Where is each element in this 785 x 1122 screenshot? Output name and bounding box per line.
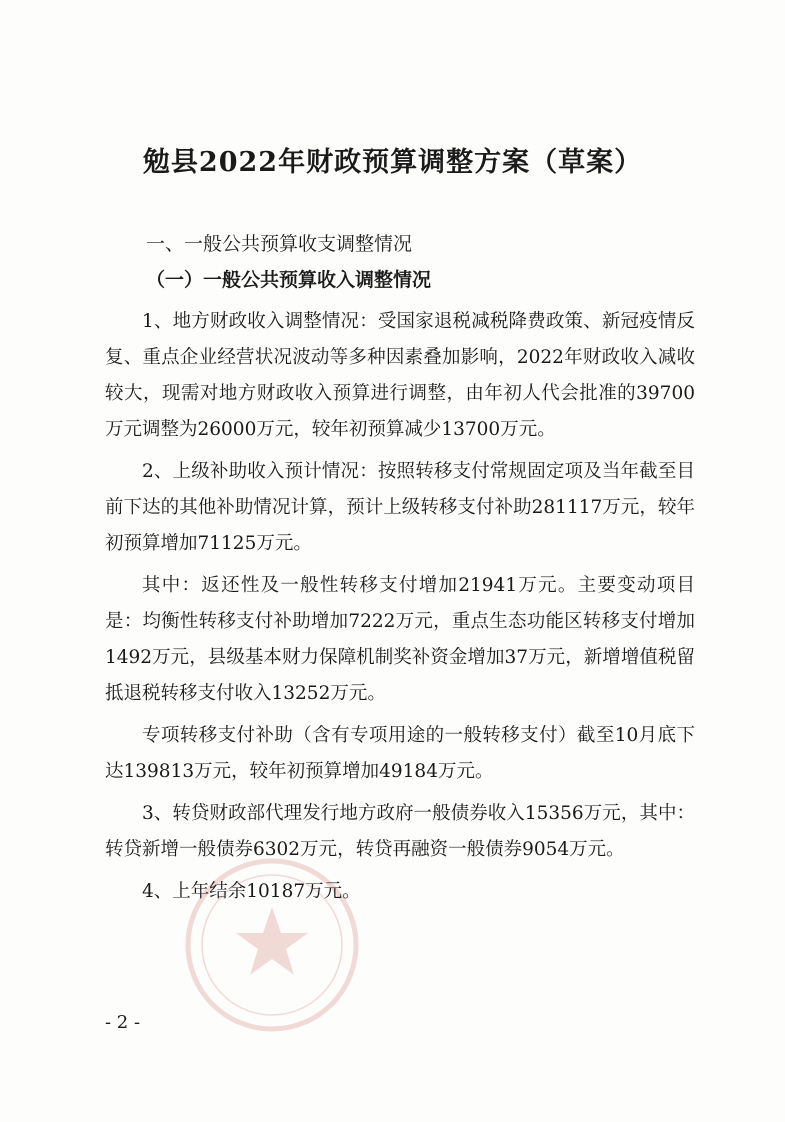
paragraph-general-transfer: 其中：返还性及一般性转移支付增加21941万元。主要变动项目是：均衡性转移支付补助增加7222万元，重点生态功能区转移支付增加1492万元，县级基本财力保障机制奖补资金增加37万元，新增增值税留抵退税转移支付收入13252万元。 [105,575,695,704]
paragraph-local-revenue: 1、地方财政收入调整情况：受国家退税减税降费政策、新冠疫情反复、重点企业经营状况波动等多种因素叠加影响，2022年财政收入减收较大，现需对地方财政收入预算进行调整，由年初人代会批准的39700万元调整为26000万元，较年初预算减少13700万元。 [105,311,695,440]
paragraph-special-transfer: 专项转移支付补助（含有专项用途的一般转移支付）截至10月底下达139813万元，较年初预算增加49184万元。 [105,725,695,782]
page-number: - 2 - [105,1012,141,1033]
subsection-heading: （一）一般公共预算收入调整情况 [146,269,432,291]
paragraph-superior-subsidy: 2、上级补助收入预计情况：按照转移支付常规固定项及当年截至目前下达的其他补助情况计算，预计上级转移支付补助281117万元，较年初预算增加71125万元。 [105,461,695,554]
paragraph-prior-year-balance: 4、上年结余10187万元。 [142,881,361,902]
paragraph-bond-income: 3、转贷财政部代理发行地方政府一般债券收入15356万元，其中：转贷新增一般债券6302万元，转贷再融资一般债券9054万元。 [105,803,695,860]
body-text [105,304,695,916]
document-title: 勉县2022年财政预算调整方案（草案） [142,147,643,178]
section-heading: 一、一般公共预算收支调整情况 [146,233,413,255]
